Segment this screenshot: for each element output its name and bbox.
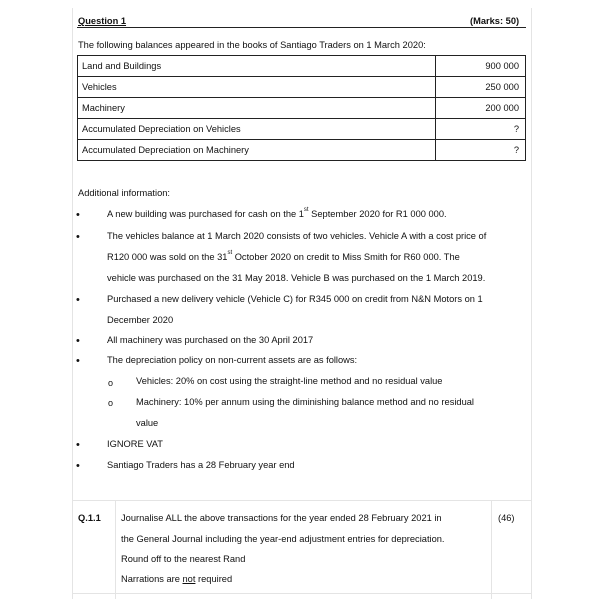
bullet-text-2-line-2: [107, 252, 460, 262]
sub-bullet-vehicles: Vehicles: 20% on cost using the straight-line method and no residual value: [136, 376, 443, 386]
superscript: st: [303, 207, 309, 213]
bullet-icon: •: [76, 355, 80, 367]
question-part-line-3: Round off to the nearest Rand: [121, 554, 246, 564]
sub-bullet-icon: o: [108, 378, 114, 388]
question-part-line-4: [121, 574, 232, 584]
bullet-icon: •: [76, 460, 80, 472]
balance-amount: 200 000: [436, 98, 526, 119]
table-row: [78, 77, 526, 98]
balance-item: Accumulated Depreciation on Machinery: [78, 140, 436, 161]
question-part-line-1: Journalise ALL the above transactions for the year ended 28 February 2021 in: [121, 513, 442, 523]
bullet-text-7: Santiago Traders has a 28 February year end: [107, 460, 295, 470]
table-row: [78, 56, 526, 77]
balances-table: [77, 55, 526, 161]
intro-text: The following balances appeared in the books of Santiago Traders on 1 March 2020:: [78, 40, 426, 50]
layout-rule-qmarks: [491, 500, 492, 599]
bullet-icon: •: [76, 439, 80, 451]
bullet-text-2-line-3: vehicle was purchased on the 31 May 2018. Vehicle B was purchased on the 1 March 2019.: [107, 273, 486, 283]
balance-amount: ?: [436, 119, 526, 140]
balance-item: Land and Buildings: [78, 56, 436, 77]
question-marks: (Marks: 50): [470, 16, 520, 26]
balance-amount: ?: [436, 140, 526, 161]
bullet-text-6: IGNORE VAT: [107, 439, 163, 449]
bullet-icon: •: [76, 209, 80, 221]
bullet-icon: •: [76, 335, 80, 347]
table-row: [78, 98, 526, 119]
question-part-number: Q.1.1: [78, 513, 101, 523]
layout-rule-mid: [72, 500, 532, 501]
bullet-text-4: All machinery was purchased on the 30 April 2017: [107, 335, 314, 345]
heading-rule: [77, 27, 526, 28]
bullet-text-2-line-1: The vehicles balance at 1 March 2020 consists of two vehicles. Vehicle A with a cost price of: [107, 231, 487, 241]
bullet-text-3-line-1: Purchased a new delivery vehicle (Vehicle C) for R345 000 on credit from N&N Motors on 1: [107, 294, 483, 304]
table-row: [78, 140, 526, 161]
layout-rule-left: [72, 8, 73, 599]
question-part-text: Narrations are: [121, 574, 183, 584]
balance-item: Vehicles: [78, 77, 436, 98]
bullet-text-5: The depreciation policy on non-current assets are as follows:: [107, 355, 358, 365]
question-part-text: required: [195, 574, 233, 584]
question-part-marks: (46): [498, 513, 515, 523]
additional-info-heading: Additional information:: [78, 188, 170, 198]
balance-amount: 250 000: [436, 77, 526, 98]
bullet-text-part: October 2020 on credit to Miss Smith for R60 000. The: [232, 252, 460, 262]
sub-bullet-icon: o: [108, 398, 114, 408]
bullet-icon: •: [76, 294, 80, 306]
bullet-text-part: A new building was purchased for cash on the 1: [107, 209, 304, 219]
question-part-line-2: the General Journal including the year-end adjustment entries for depreciation.: [121, 534, 445, 544]
balance-item: Accumulated Depreciation on Vehicles: [78, 119, 436, 140]
bullet-text-part: September 2020 for R1 000 000.: [308, 209, 447, 219]
layout-rule-qnum: [115, 500, 116, 599]
layout-rule-right: [531, 8, 532, 599]
question-title: Question 1: [78, 16, 127, 26]
bullet-text-1: [107, 209, 447, 219]
balance-amount: 900 000: [436, 56, 526, 77]
balance-item: Machinery: [78, 98, 436, 119]
layout-rule-bottom: [72, 593, 532, 594]
bullet-text-3-line-2: December 2020: [107, 315, 174, 325]
bullet-text-part: R120 000 was sold on the 31: [107, 252, 228, 262]
table-row: [78, 119, 526, 140]
sub-bullet-machinery-line-2: value: [136, 418, 159, 428]
sub-bullet-machinery-line-1: Machinery: 10% per annum using the diminishing balance method and no residual: [136, 397, 474, 407]
underlined-word: not: [182, 574, 196, 584]
bullet-icon: •: [76, 231, 80, 243]
superscript: st: [227, 250, 233, 256]
